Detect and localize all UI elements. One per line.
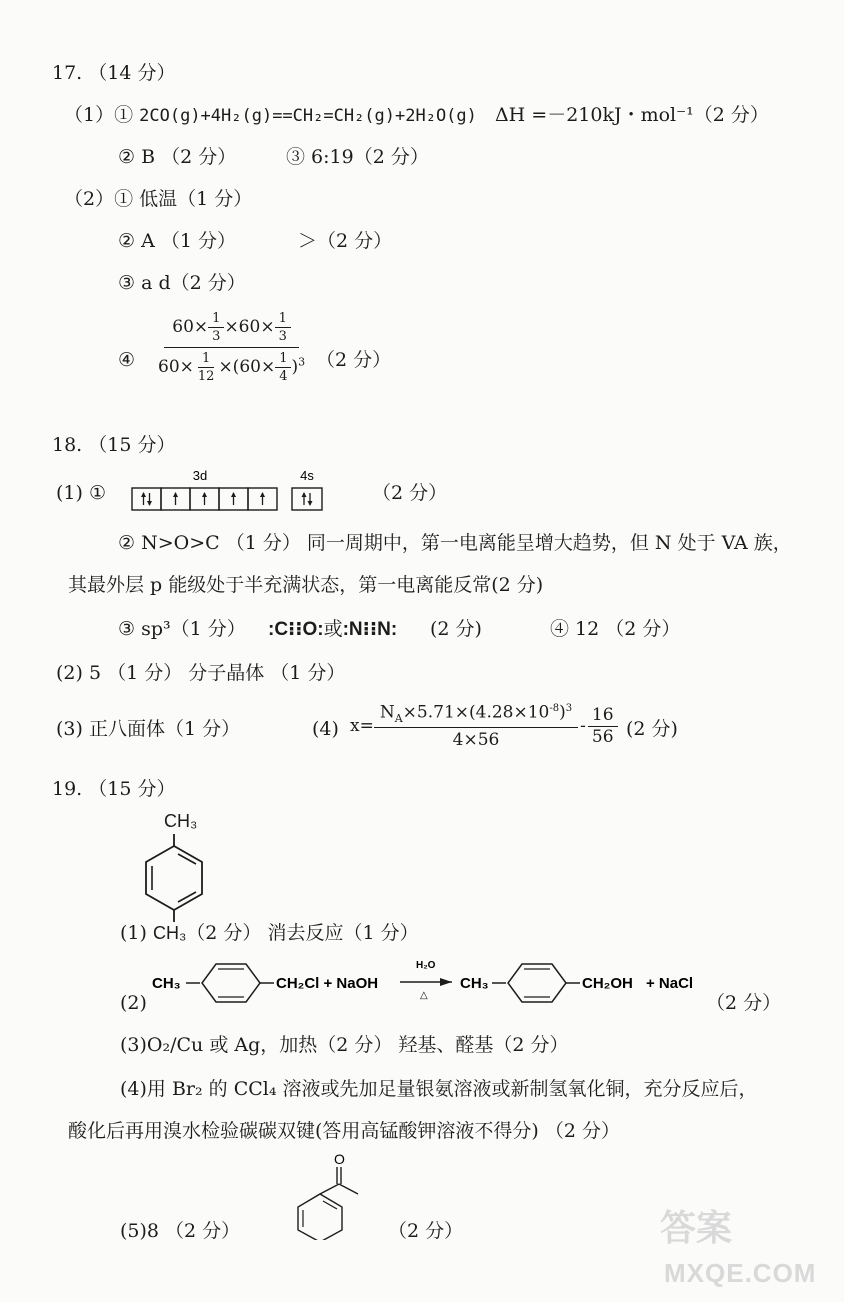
q19-3: (3)O₂/Cu 或 Ag，加热（2 分） 羟基、醛基（2 分） xyxy=(120,1034,569,1056)
condition-heat: △ xyxy=(420,990,428,1001)
q17-2-2a: ② A （1 分） xyxy=(118,230,236,252)
frac-n2-num: 1 xyxy=(275,312,291,328)
q17-2-2b: ＞（2 分） xyxy=(298,230,393,252)
product-ch2oh: CH₂OH xyxy=(582,975,633,992)
q18-1-2-line1: ② N>O>C （1 分） 同一周期中，第一电离能呈增大趋势，但 N 处于 VA 族， xyxy=(118,532,792,554)
frac-d2: ×(60× xyxy=(218,357,276,377)
q19-header: 19. （15 分） xyxy=(52,778,176,800)
q18-2: (2) 5 （1 分） 分子晶体 （1 分） xyxy=(56,662,346,684)
orbital-4s-box-cell xyxy=(292,488,322,510)
q19-1-label: (1) xyxy=(120,922,147,944)
q17-2-4-label: ④ xyxy=(118,349,136,371)
q19-1 xyxy=(120,924,419,943)
q19-4-line1: (4)用 Br₂ 的 CCl₄ 溶液或先加足量银氨溶液或新制氢氧化铜，充分反应后， xyxy=(120,1078,758,1100)
q17-1-1-enthalpy: ΔH =－210kJ・mol⁻¹（2 分） xyxy=(494,104,769,126)
q17-2-1: （2）① 低温（1 分） xyxy=(64,188,253,210)
q17-2-4-score: （2 分） xyxy=(316,349,392,371)
formula-num-rest: ×5.71×(4.28×10 xyxy=(402,702,550,723)
orbital-4s-box xyxy=(292,488,322,510)
density-formula xyxy=(350,704,618,749)
frac-d2-den: 4 xyxy=(279,369,288,384)
electron-arrowhead xyxy=(231,492,236,497)
lewis-nn: :N⁝⁝N: xyxy=(342,619,398,640)
formula-x: x= xyxy=(350,716,374,737)
frac-d3-sup: 3 xyxy=(298,355,306,369)
q17-1-1-label: （1）① xyxy=(64,104,140,126)
q18-1-3-score: (2 分) xyxy=(430,618,482,640)
electron-arrowhead xyxy=(173,492,178,497)
q18-1-label: (1) ① xyxy=(56,482,106,504)
orbital-3d-boxes xyxy=(132,488,277,510)
q19-5: (5)8 （2 分） xyxy=(120,1220,241,1242)
q18-1-1-score: （2 分） xyxy=(372,482,448,504)
ch3-top-label: CH₃ xyxy=(164,811,198,831)
lewis-structures xyxy=(268,620,397,639)
q18-1-4: ④ 12 （2 分） xyxy=(550,618,681,640)
q17-1-1-equation: 2CO(g)+4H₂(g)==CH₂=CH₂(g)+2H₂O(g) xyxy=(139,106,477,126)
watermark-url: MXQE.COM xyxy=(664,1258,817,1288)
q18-4-score: (2 分) xyxy=(626,718,678,740)
q18-header: 18. （15 分） xyxy=(52,434,176,456)
q17-1-2: ② B （2 分） xyxy=(118,146,237,168)
product-ch3: CH₃ xyxy=(460,975,489,992)
q17-1-3: ③ 6:19（2 分） xyxy=(286,146,429,168)
q19-2-score: （2 分） xyxy=(706,992,782,1014)
equilibrium-constant-fraction xyxy=(150,312,313,383)
electron-arrowhead xyxy=(202,492,207,497)
frac-d1-num: 1 xyxy=(198,352,214,368)
product-nacl: + NaCl xyxy=(646,975,694,992)
q18-1-2-line2: 其最外层 p 能级处于半充满状态，第一电离能反常(2 分) xyxy=(68,574,544,596)
lewis-co: :C⁝⁝O: xyxy=(268,619,324,640)
formula-minus: - xyxy=(580,716,586,737)
frac-d1-den: 12 xyxy=(197,369,215,384)
q19-5-score: （2 分） xyxy=(388,1220,464,1242)
frac-n2: ×60× xyxy=(224,317,275,337)
hydrolysis-reaction xyxy=(150,954,710,1012)
orbital-3d-box xyxy=(132,488,161,510)
q18-3: (3) 正八面体（1 分） xyxy=(56,718,241,740)
electron-arrowhead xyxy=(308,501,313,506)
ketone-oxygen: O xyxy=(334,1151,345,1167)
electron-arrowhead xyxy=(141,492,146,497)
q18-4-label: (4) xyxy=(312,718,339,740)
q17-header: 17. （14 分） xyxy=(52,62,176,84)
watermark-logo: 答案 xyxy=(660,1207,733,1248)
q19-2-label: (2) xyxy=(120,992,147,1014)
electron-arrowhead xyxy=(147,501,152,506)
frac-n1: 60× xyxy=(172,317,209,337)
lewis-or: 或 xyxy=(323,618,343,640)
q19-1-rest: （2 分） 消去反应（1 分） xyxy=(186,922,419,944)
frac-n1-num: 1 xyxy=(208,312,224,328)
q17-1-1 xyxy=(64,106,769,125)
frac-d3: ) xyxy=(291,357,299,377)
formula-den: 4×56 xyxy=(452,730,500,751)
q17-2-3: ③ a d（2 分） xyxy=(118,272,246,294)
frac-d2-num: 1 xyxy=(275,352,291,368)
ch3-bottom-label: CH₃ xyxy=(152,923,187,943)
ketone-structure xyxy=(290,1150,370,1240)
orbital-4s-label: 4s xyxy=(300,468,314,483)
formula-f2-den: 56 xyxy=(591,727,614,748)
p-xylene-structure xyxy=(138,832,214,924)
q18-1-3: ③ sp³（1 分） xyxy=(118,618,246,640)
q19-4-line2: 酸化后再用溴水检验碳碳双键(答用高锰酸钾溶液不得分) （2 分） xyxy=(68,1120,620,1142)
frac-n2-den: 3 xyxy=(278,329,287,344)
reactant-ch3: CH₃ xyxy=(152,975,181,992)
frac-d1: 60× xyxy=(158,357,194,377)
formula-na: N xyxy=(379,702,395,723)
formula-f2-num: 16 xyxy=(588,707,618,727)
condition-h2o: H₂O xyxy=(416,960,436,971)
formula-na-sub: A xyxy=(394,712,403,726)
formula-num-close: ) xyxy=(559,702,566,723)
frac-n1-den: 3 xyxy=(212,329,221,344)
formula-num-exp: -8 xyxy=(549,703,560,714)
electron-arrowhead xyxy=(260,492,265,497)
reactant-ch2cl: CH₂Cl + NaOH xyxy=(276,975,379,992)
orbital-diagram xyxy=(128,468,338,514)
electron-arrowhead xyxy=(302,492,307,497)
orbital-3d-label: 3d xyxy=(192,468,208,483)
formula-num-pow: 3 xyxy=(565,703,573,714)
